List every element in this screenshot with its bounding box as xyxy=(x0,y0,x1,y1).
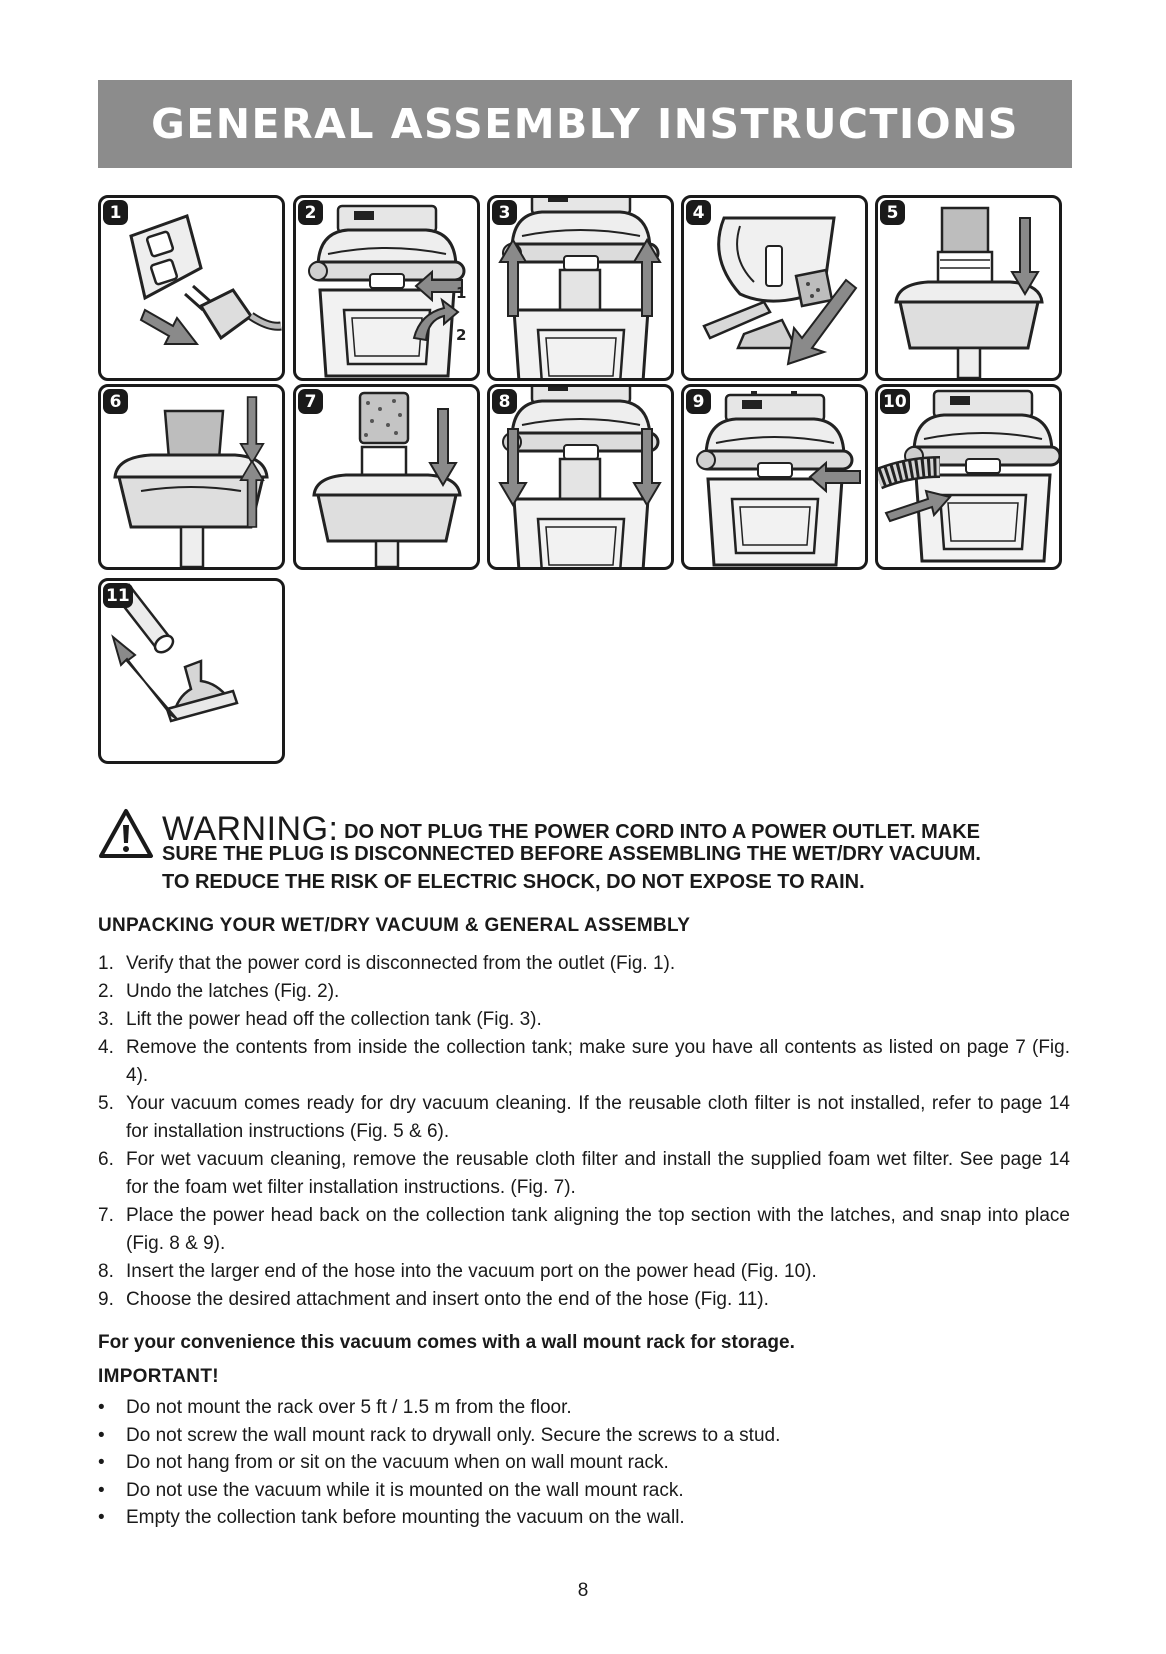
figure-3 xyxy=(487,195,674,381)
list-item: 5. Your vacuum comes ready for dry vacuum cleaning. If the reusable cloth filter is not installed, refer to page 14 for installation instructions (Fig. 5 & 6). xyxy=(98,1093,1070,1142)
attach-nozzle-icon xyxy=(101,581,282,761)
list-item: 3. Lift the power head off the collection tank (Fig. 3). xyxy=(98,1009,542,1030)
figure-11 xyxy=(98,578,285,764)
figure-9 xyxy=(681,384,868,570)
figure-number: 7 xyxy=(298,389,323,414)
warning-label: WARNING: xyxy=(162,810,339,848)
figure-7 xyxy=(293,384,480,570)
undo-latches-icon xyxy=(296,198,477,378)
figure-number: 8 xyxy=(492,389,517,414)
plug-outlet-icon xyxy=(101,198,282,378)
figure-number: 5 xyxy=(880,200,905,225)
remove-contents-icon xyxy=(684,198,865,378)
list-item: 9. Choose the desired attachment and insert onto the end of the hose (Fig. 11). xyxy=(98,1289,769,1310)
figure-number: 1 xyxy=(103,200,128,225)
list-item: • Do not screw the wall mount rack to drywall only. Secure the screws to a stud. xyxy=(98,1424,781,1446)
list-item: 7. Place the power head back on the collection tank aligning the top section with the latches, and snap into place (Fig. 8 & 9). xyxy=(98,1205,1070,1254)
figure-number: 2 xyxy=(298,200,323,225)
warning-triangle-icon xyxy=(98,808,154,860)
list-item: 6. For wet vacuum cleaning, remove the reusable cloth filter and install the supplied foam wet filter. See page 14 for the foam wet filter installation instructions. (Fig. 7). xyxy=(98,1149,1070,1198)
figure-number: 4 xyxy=(686,200,711,225)
figure-10 xyxy=(875,384,1062,570)
assembly-steps xyxy=(98,950,1070,1314)
figure-number: 3 xyxy=(492,200,517,225)
list-item: • Do not mount the rack over 5 ft / 1.5 m from the floor. xyxy=(98,1397,572,1418)
insert-hose-icon xyxy=(878,387,1059,567)
list-item: 4. Remove the contents from inside the collection tank; make sure you have all contents as listed on page 7 (Fig. 4). xyxy=(98,1037,1070,1086)
list-item: • Do not use the vacuum while it is mounted on the wall mount rack. xyxy=(98,1479,684,1501)
callout-1: 1 xyxy=(456,284,467,302)
section-title: UNPACKING YOUR WET/DRY VACUUM & GENERAL ASSEMBLY xyxy=(98,915,691,936)
convenience-note: For your convenience this vacuum comes with a wall mount rack for storage. xyxy=(98,1332,795,1353)
important-heading: IMPORTANT! xyxy=(98,1366,219,1387)
list-item: • Do not hang from or sit on the vacuum when on wall mount rack. xyxy=(98,1452,669,1473)
warning-text-1: DO NOT PLUG THE POWER CORD INTO A POWER OUTLET. MAKE xyxy=(344,821,981,843)
page-number: 8 xyxy=(577,1580,589,1601)
cloth-filter-seat-icon xyxy=(101,387,282,567)
figure-1 xyxy=(98,195,285,381)
warning-line-2: SURE THE PLUG IS DISCONNECTED BEFORE ASSEMBLING THE WET/DRY VACUUM. xyxy=(162,843,981,865)
figure-number: 6 xyxy=(103,389,128,414)
figure-number: 9 xyxy=(686,389,711,414)
list-item: 1. Verify that the power cord is disconnected from the outlet (Fig. 1). xyxy=(98,953,676,974)
callout-2: 2 xyxy=(456,326,467,344)
cloth-filter-install-icon xyxy=(878,198,1059,378)
list-item: 8. Insert the larger end of the hose into the vacuum port on the power head (Fig. 10). xyxy=(98,1261,817,1282)
figure-2 xyxy=(293,195,480,381)
figure-4 xyxy=(681,195,868,381)
lift-power-head-icon xyxy=(490,198,671,378)
page-title: GENERAL ASSEMBLY INSTRUCTIONS xyxy=(151,100,1019,148)
figure-5 xyxy=(875,195,1062,381)
header-bar xyxy=(98,80,1072,168)
figure-number: 10 xyxy=(880,389,910,414)
snap-latches-icon xyxy=(684,387,865,567)
important-list xyxy=(98,1394,1070,1532)
figure-6 xyxy=(98,384,285,570)
figure-8 xyxy=(487,384,674,570)
list-item: • Empty the collection tank before mounting the vacuum on the wall. xyxy=(98,1507,685,1528)
list-item: 2. Undo the latches (Fig. 2). xyxy=(98,981,340,1002)
replace-power-head-icon xyxy=(490,387,671,567)
foam-filter-install-icon xyxy=(296,387,477,567)
warning-line-3: TO REDUCE THE RISK OF ELECTRIC SHOCK, DO NOT EXPOSE TO RAIN. xyxy=(162,871,865,893)
figure-number: 11 xyxy=(103,583,133,608)
